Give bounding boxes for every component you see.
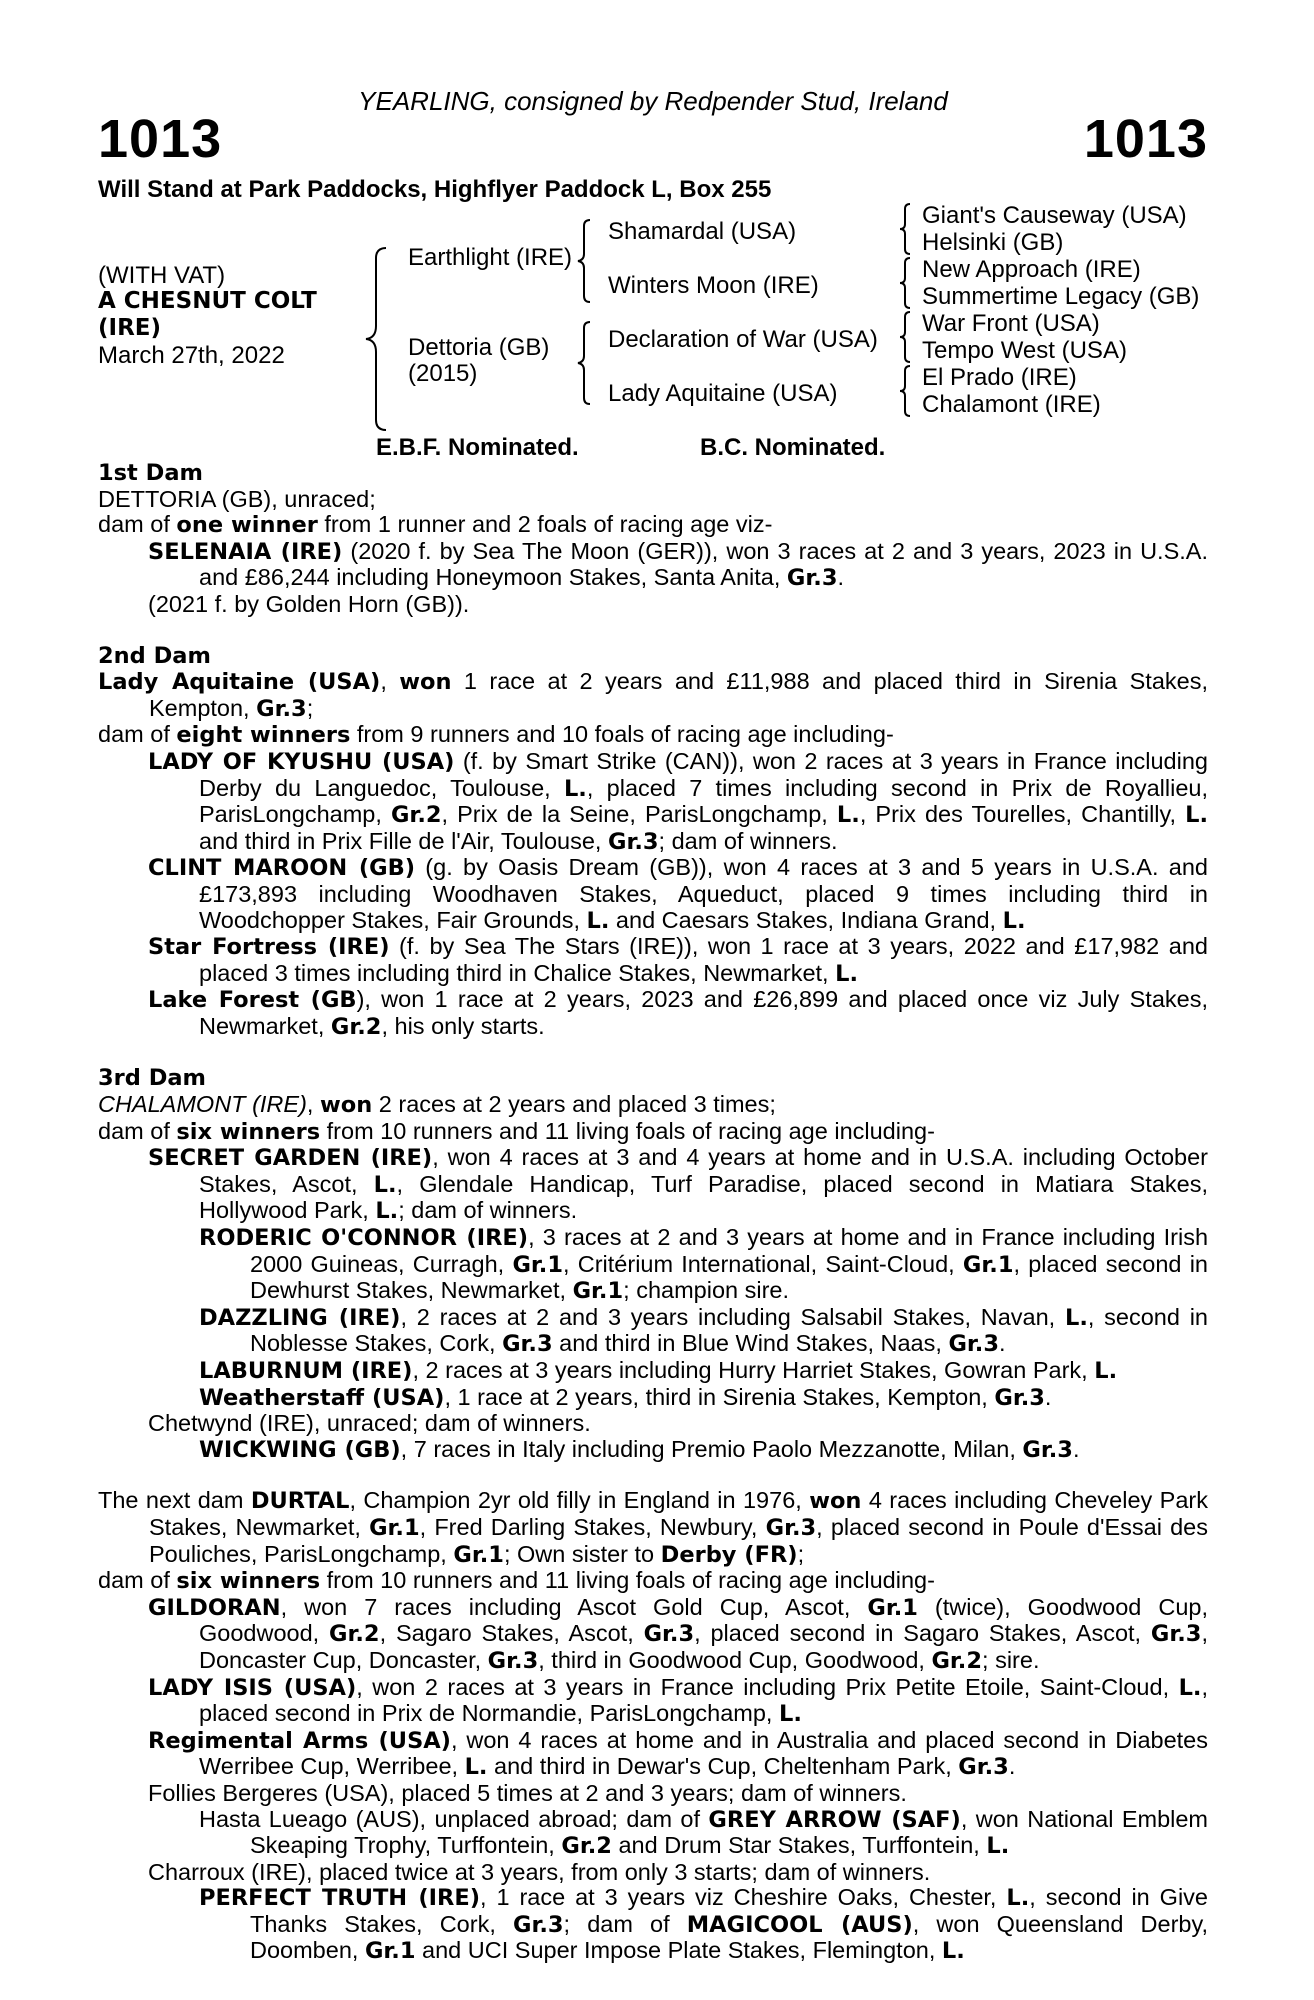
progeny-roderic-oconnor: RODERIC O'CONNOR (IRE), 3 races at 2 and 3 years at home and in France including Irish 2000 Guineas, Curragh, Gr.1, Critérium International, Saint-Cloud, Gr.1, placed second in Dewhurst Stakes, Newmarket, Gr.1; champion sire. (199, 1224, 1209, 1305)
progeny-charroux: Charroux (IRE), placed twice at 3 years, from only 3 starts; dam of winners. (148, 1858, 931, 1885)
dam-dam: Lady Aquitaine (USA) (608, 380, 838, 407)
progeny-secret-garden: SECRET GARDEN (IRE), won 4 races at 3 and 4 years at home and in U.S.A. including October Stakes, Ascot, L., Glendale Handicap, Turf Paradise, placed second in Matiara Stakes, Hollywood Park, L.; dam of winners. (148, 1144, 1208, 1225)
sire-brace-icon (576, 218, 596, 304)
dam-sire: Declaration of War (USA) (608, 326, 878, 353)
g-brace-3-icon (898, 310, 916, 364)
main-brace-icon (364, 246, 394, 432)
dam1-line: DETTORIA (GB), unraced; (98, 485, 376, 512)
sire-sire: Shamardal (USA) (608, 218, 797, 245)
ebf-nomination: E.B.F. Nominated. (376, 434, 579, 461)
next-dam-produce: dam of six winners from 10 runners and 11 living foals of racing age including- (98, 1567, 935, 1595)
foaling-date: March 27th, 2022 (98, 342, 285, 369)
grandparent-8: Chalamont (IRE) (922, 391, 1101, 418)
g-brace-4-icon (898, 364, 916, 418)
progeny-follies-bergeres: Follies Bergeres (USA), placed 5 times at 2 and 3 years; dam of winners. (148, 1779, 907, 1806)
horse-name: A CHESNUT COLT (98, 288, 317, 314)
progeny-lady-of-kyushu: LADY OF KYUSHU (USA) (f. by Smart Strike (CAN)), won 2 races at 3 years in France including Derby du Languedoc, Toulouse, L., placed 7 times including second in Prix de Royallieu, ParisLongchamp, Gr.2, Prix de la Seine, ParisLongchamp, L., Prix des Tourelles, Chantilly, L. and third in Prix Fille de l'Air, Toulouse, Gr.3; dam of winners. (148, 747, 1209, 855)
progeny-regimental-arms: Regimental Arms (USA), won 4 races at home and in Australia and placed second in Diabetes Werribee Cup, Werribee, L. and third in Dewar's Cup, Cheltenham Park, Gr.3. (148, 1726, 1208, 1781)
stand-location: Will Stand at Park Paddocks, Highflyer Paddock L, Box 255 (98, 176, 772, 203)
catalogue-text (98, 460, 1208, 1965)
grandparent-1: Giant's Causeway (USA) (922, 202, 1187, 229)
grandparent-6: Tempo West (USA) (922, 337, 1127, 364)
progeny-lake-forest: Lake Forest (GB), won 1 race at 2 years, 2023 and £26,899 and placed once viz July Stakes, Newmarket, Gr.2, his only starts. (148, 986, 1208, 1040)
dam2-line: Lady Aquitaine (USA), won 1 race at 2 years and £11,988 and placed third in Sirenia Stakes, Kempton, Gr.3; (98, 668, 1208, 722)
dam1-produce: dam of one winner from 1 runner and 2 foals of racing age viz- (98, 511, 773, 539)
progeny-weatherstaff: Weatherstaff (USA), 1 race at 2 years, third in Sirenia Stakes, Kempton, Gr.3. (199, 1383, 1052, 1411)
progeny-2021-filly: (2021 f. by Golden Horn (GB)). (148, 590, 470, 617)
grandparent-5: War Front (USA) (922, 310, 1100, 337)
consignment-line: YEARLING, consigned by Redpender Stud, Ireland (358, 86, 948, 116)
section-heading-dam3: 3rd Dam (98, 1065, 206, 1092)
progeny-wickwing: WICKWING (GB), 7 races in Italy including Premio Paolo Mezzanotte, Milan, Gr.3. (199, 1435, 1080, 1463)
dam-year: (2015) (408, 360, 478, 387)
progeny-chetwynd: Chetwynd (IRE), unraced; dam of winners. (148, 1410, 591, 1437)
grandparent-2: Helsinki (GB) (922, 229, 1064, 256)
grandparent-7: El Prado (IRE) (922, 364, 1077, 391)
progeny-dazzling: DAZZLING (IRE), 2 races at 2 and 3 years including Salsabil Stakes, Navan, L., second in Noblesse Stakes, Cork, Gr.3 and third in Blue Wind Stakes, Naas, Gr.3. (199, 1303, 1209, 1358)
dam: Dettoria (GB) (408, 334, 550, 361)
progeny-perfect-truth: PERFECT TRUTH (IRE), 1 race at 3 years viz Cheshire Oaks, Chester, L., second in Give Thanks Stakes, Cork, Gr.3; dam of MAGICOOL (AUS), won Queensland Derby, Doomben, Gr.1 and UCI Super Impose Plate Stakes, Flemington, L. (199, 1884, 1208, 1965)
lot-number-left: 1013 (98, 109, 223, 169)
section-heading-dam1: 1st Dam (98, 460, 203, 486)
progeny-selenaia: SELENAIA (IRE) (2020 f. by Sea The Moon (GER)), won 3 races at 2 and 3 years, 2023 in U.S.A. and £86,244 including Honeymoon Stakes, Santa Anita, Gr.3. (148, 537, 1208, 592)
pedigree-table (98, 202, 1218, 428)
g-brace-2-icon (898, 256, 916, 310)
g-brace-1-icon (898, 202, 916, 256)
grandparent-4: Summertime Legacy (GB) (922, 283, 1200, 310)
progeny-laburnum: LABURNUM (IRE), 2 races at 3 years including Hurry Harriet Stakes, Gowran Park, L. (199, 1357, 1118, 1384)
sire: Earthlight (IRE) (408, 244, 573, 271)
dam-brace-icon (576, 320, 596, 406)
bc-nomination: B.C. Nominated. (700, 434, 886, 461)
progeny-star-fortress: Star Fortress (IRE) (f. by Sea The Stars (IRE)), won 1 race at 3 years, 2022 and £17,982 and placed 3 times including third in Chalice Stakes, Newmarket, L. (148, 933, 1208, 987)
dam2-produce: dam of eight winners from 9 runners and 10 foals of racing age including- (98, 721, 894, 749)
sire-dam: Winters Moon (IRE) (608, 272, 819, 299)
progeny-hasta-lueago: Hasta Lueago (AUS), unplaced abroad; dam of GREY ARROW (SAF), won National Emblem Skeaping Trophy, Turffontein, Gr.2 and Drum Star Stakes, Turffontein, L. (199, 1805, 1209, 1860)
progeny-clint-maroon: CLINT MAROON (GB) (g. by Oasis Dream (GB)), won 4 races at 3 and 5 years in U.S.A. and £173,893 including Woodhaven Stakes, Aqueduct, placed 9 times including third in Woodchopper Stakes, Fair Grounds, L. and Caesars Stakes, Indiana Grand, L. (148, 854, 1208, 934)
progeny-lady-isis: LADY ISIS (USA), won 2 races at 3 years in France including Prix Petite Etoile, Saint-Cloud, L., placed second in Prix de Normandie, ParisLongchamp, L. (148, 1673, 1208, 1728)
progeny-gildoran: GILDORAN, won 7 races including Ascot Gold Cup, Ascot, Gr.1 (twice), Goodwood Cup, Goodwood, Gr.2, Sagaro Stakes, Ascot, Gr.3, placed second in Sagaro Stakes, Ascot, Gr.3, Doncaster Cup, Doncaster, Gr.3, third in Goodwood Cup, Goodwood, Gr.2; sire. (148, 1593, 1208, 1674)
dam3-produce: dam of six winners from 10 runners and 11 living foals of racing age including- (98, 1117, 935, 1145)
section-heading-dam2: 2nd Dam (98, 642, 211, 669)
vat-note: (WITH VAT) (98, 262, 226, 289)
grandparent-3: New Approach (IRE) (922, 256, 1141, 283)
catalogue-page (98, 0, 1208, 2000)
next-dam-line: The next dam DURTAL, Champion 2yr old filly in England in 1976, won 4 races including Cheveley Park Stakes, Newmarket, Gr.1, Fred Darling Stakes, Newbury, Gr.3, placed second in Poule d'Essai des Pouliches, ParisLongchamp, Gr.1; Own sister to Derby (FR); (98, 1487, 1208, 1568)
lot-number-right: 1013 (1083, 109, 1208, 169)
horse-country: (IRE) (98, 315, 162, 341)
dam3-line: CHALAMONT (IRE), won 2 races at 2 years and placed 3 times; (98, 1091, 776, 1119)
